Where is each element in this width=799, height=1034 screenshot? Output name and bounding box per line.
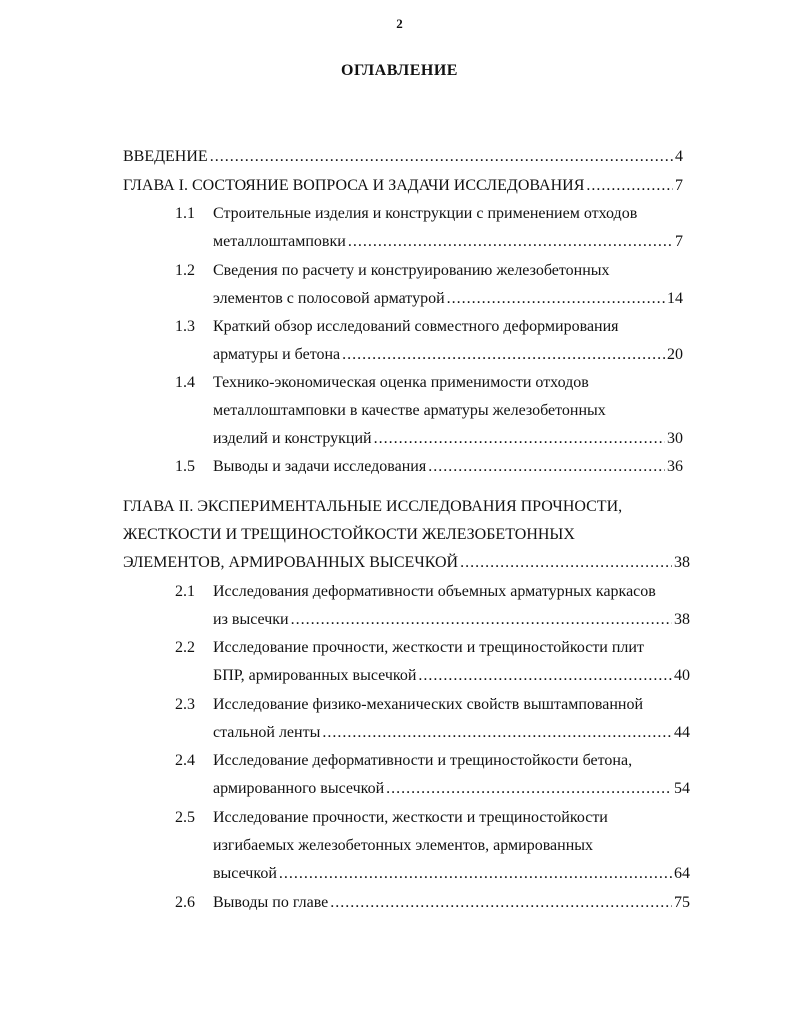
- toc-entry-2-1[interactable]: [213, 609, 690, 631]
- toc-leader-dots: [342, 344, 665, 366]
- toc-leader-dots: [348, 231, 673, 253]
- toc-entry-intro[interactable]: [123, 146, 683, 168]
- toc-entry-2-3[interactable]: [213, 722, 690, 744]
- section-number: 1.5: [175, 458, 195, 475]
- toc-leader-dots: [330, 892, 672, 914]
- toc-entry-title: изделий и конструкций: [213, 430, 372, 447]
- toc-leader-dots: [418, 665, 672, 687]
- toc-page-number: 38: [674, 554, 690, 571]
- toc-entry-text: Краткий обзор исследований совместного деформирования: [213, 318, 619, 335]
- toc-page-number: 20: [667, 346, 683, 363]
- toc-entry-title: ВВЕДЕНИЕ: [123, 148, 208, 165]
- toc-entry-2-2[interactable]: [213, 665, 690, 687]
- section-number: 1.1: [175, 205, 195, 222]
- section-number: 1.3: [175, 318, 195, 335]
- toc-entry-title: арматуры и бетона: [213, 346, 341, 363]
- section-number: 2.5: [175, 809, 195, 826]
- toc-entry-title: БПР, армированных высечкой: [213, 667, 417, 684]
- toc-entry-title: стальной ленты: [213, 724, 321, 741]
- toc-entry-text: Исследование прочности, жесткости и трещиностойкости: [213, 809, 608, 826]
- toc-entry-text: Исследование физико-механических свойств выштампованной: [213, 696, 644, 713]
- toc-entry-1-1[interactable]: [213, 231, 683, 253]
- toc-leader-dots: [291, 609, 672, 631]
- toc-entry-2-4[interactable]: [213, 778, 690, 800]
- section-number: 2.3: [175, 696, 195, 713]
- toc-page-number: 64: [674, 865, 690, 882]
- toc-leader-dots: [210, 146, 673, 168]
- toc-page-number: 54: [674, 780, 690, 797]
- toc-page-number: 7: [675, 177, 683, 194]
- toc-leader-dots: [460, 552, 672, 574]
- toc-entry-2-5[interactable]: [213, 863, 690, 885]
- section-number: 2.6: [175, 894, 195, 911]
- chapter-2-heading-line: ЖЕСТКОСТИ И ТРЕЩИНОСТОЙКОСТИ ЖЕЛЕЗОБЕТОННЫХ: [123, 526, 575, 543]
- toc-entry-title: армированного высечкой: [213, 780, 385, 797]
- page-number: 2: [396, 16, 403, 31]
- toc-entry-text: Строительные изделия и конструкции с применением отходов: [213, 205, 638, 222]
- section-number: 2.1: [175, 583, 195, 600]
- section-number: 1.4: [175, 374, 195, 391]
- section-number: 2.4: [175, 752, 195, 769]
- section-number: 1.2: [175, 262, 195, 279]
- toc-entry-text: Технико-экономическая оценка применимости отходов: [213, 374, 589, 391]
- toc-leader-dots: [447, 288, 665, 310]
- toc-entry-1-2[interactable]: [213, 288, 683, 310]
- toc-entry-title: металлоштамповки: [213, 233, 346, 250]
- toc-entry-title: из высечки: [213, 611, 289, 628]
- toc-entry-title: ЭЛЕМЕНТОВ, АРМИРОВАННЫХ ВЫСЕЧКОЙ: [123, 554, 459, 571]
- toc-leader-dots: [374, 428, 665, 450]
- toc-page-number: 30: [667, 430, 683, 447]
- toc-entry-title: элементов с полосовой арматурой: [213, 290, 445, 307]
- toc-page-number: 7: [675, 233, 683, 250]
- toc-page-number: 75: [674, 894, 690, 911]
- toc-leader-dots: [322, 722, 672, 744]
- toc-leader-dots: [279, 863, 672, 885]
- toc-entry-1-4[interactable]: [213, 428, 683, 450]
- toc-page-number: 38: [674, 611, 690, 628]
- toc-entry-chapter-2[interactable]: [123, 552, 690, 574]
- toc-entry-text: Исследование прочности, жесткости и трещиностойкости плит: [213, 639, 644, 656]
- toc-entry-text: изгибаемых железобетонных элементов, армированных: [213, 837, 594, 854]
- section-number: 2.2: [175, 639, 195, 656]
- toc-entry-title: Выводы и задачи исследования: [213, 458, 427, 475]
- toc-entry-title: Выводы по главе: [213, 894, 329, 911]
- toc-entry-title: высечкой: [213, 865, 277, 882]
- toc-entry-text: Исследования деформативности объемных арматурных каркасов: [213, 583, 656, 600]
- toc-page-number: 44: [674, 724, 690, 741]
- toc-entry-1-3[interactable]: [213, 344, 683, 366]
- document-title: ОГЛАВЛЕНИЕ: [341, 62, 458, 79]
- toc-page-number: 40: [674, 667, 690, 684]
- toc-leader-dots: [586, 175, 673, 197]
- chapter-2-heading-line: ГЛАВА II. ЭКСПЕРИМЕНТАЛЬНЫЕ ИССЛЕДОВАНИЯ ПРОЧНОСТИ,: [123, 498, 623, 515]
- toc-entry-text: Сведения по расчету и конструированию железобетонных: [213, 262, 610, 279]
- toc-entry-text: Исследование деформативности и трещиностойкости бетона,: [213, 752, 633, 769]
- toc-page-number: 4: [675, 148, 683, 165]
- toc-leader-dots: [386, 778, 672, 800]
- toc-entry-2-6[interactable]: [213, 892, 690, 914]
- toc-entry-chapter-1[interactable]: [123, 175, 683, 197]
- toc-page-number: 36: [667, 458, 683, 475]
- toc-leader-dots: [428, 456, 665, 478]
- toc-entry-1-5[interactable]: [213, 456, 683, 478]
- toc-page-number: 14: [667, 290, 683, 307]
- toc-entry-text: металлоштамповки в качестве арматуры железобетонных: [213, 402, 606, 419]
- toc-entry-title: ГЛАВА I. СОСТОЯНИЕ ВОПРОСА И ЗАДАЧИ ИССЛЕДОВАНИЯ: [123, 177, 585, 194]
